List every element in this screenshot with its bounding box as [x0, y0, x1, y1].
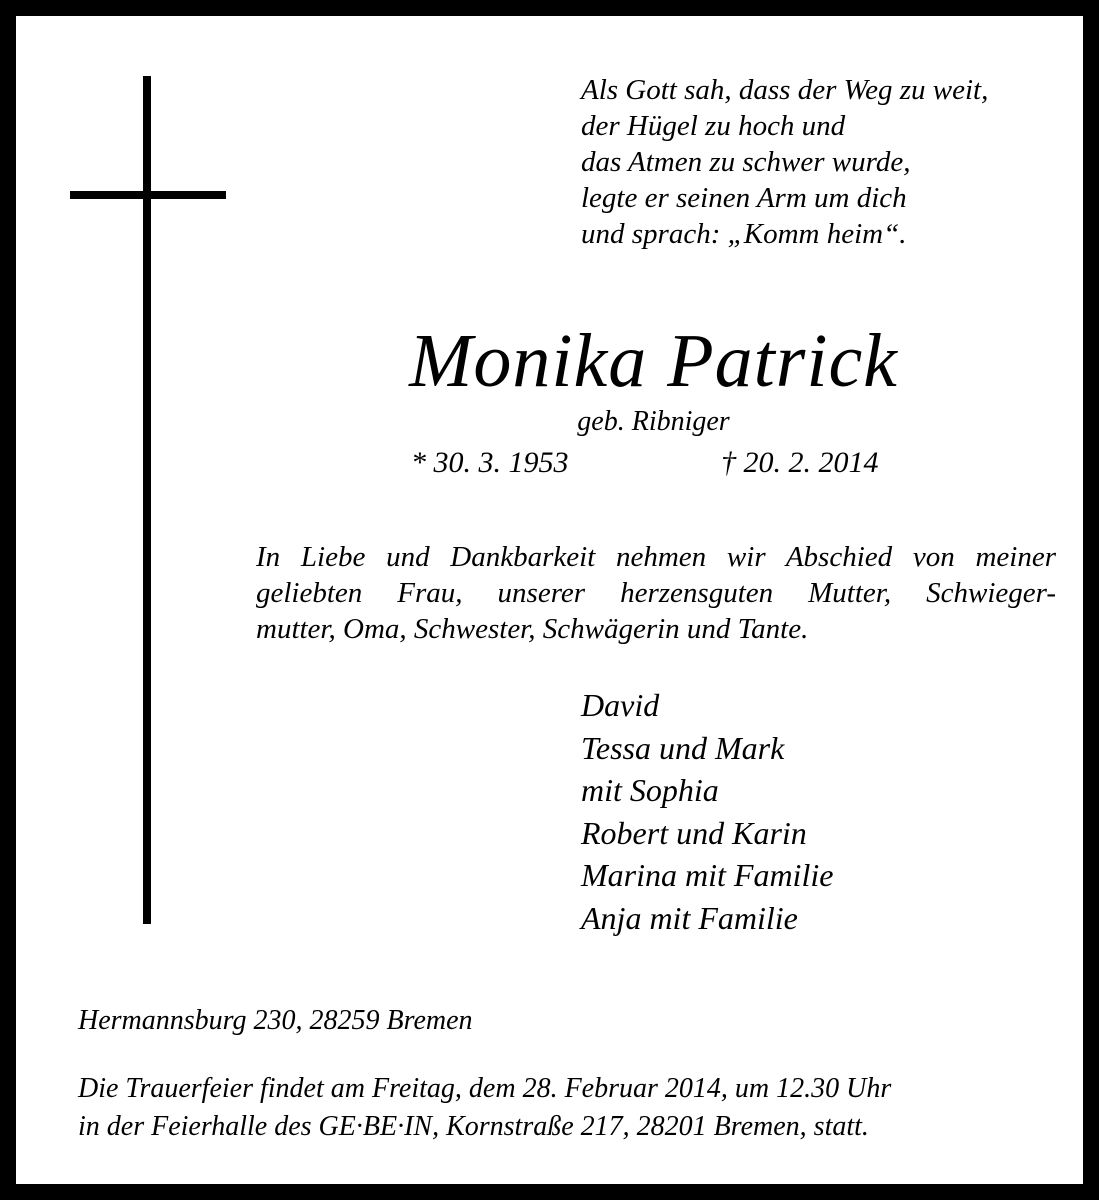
farewell-text [256, 539, 1056, 647]
cross-icon [143, 76, 151, 924]
mourners-list [581, 684, 833, 939]
farewell-line: In Liebe und Dankbarkeit nehmen wir Abschied von meiner [256, 541, 1056, 573]
mourner-name: David [581, 687, 660, 723]
mourner-name: Marina mit Familie [581, 857, 834, 893]
poem-line: das Atmen zu schwer wurde, [581, 146, 911, 178]
poem-line: legte er seinen Arm um dich [581, 182, 907, 214]
cross-bar [70, 191, 226, 199]
poem-line: der Hügel zu hoch und [581, 110, 846, 142]
farewell-line: mutter, Oma, Schwester, Schwägerin und Tante. [256, 613, 809, 645]
death-date: † 20. 2. 2014 [721, 446, 879, 479]
family-address: Hermannsburg 230, 28259 Bremen [78, 1005, 473, 1036]
ceremony-line: Die Trauerfeier findet am Freitag, dem 28. Februar 2014, um 12.30 Uhr [78, 1073, 892, 1104]
mourner-name: Tessa und Mark [581, 729, 785, 766]
mourner-name: Robert und Karin [581, 814, 807, 851]
poem [581, 72, 1081, 252]
ceremony-notice [78, 1070, 1058, 1146]
deceased-name: Monika Patrick [409, 319, 898, 403]
ceremony-line: in der Feierhalle des GE·BE·IN, Kornstraße 217, 28201 Bremen, statt. [78, 1111, 869, 1142]
poem-line: und sprach: „Komm heim“. [581, 218, 907, 250]
birth-date: * 30. 3. 1953 [411, 446, 569, 479]
farewell-line: geliebten Frau, unserer herzensguten Mutter, Schwieger- [256, 577, 1056, 609]
birth-name: geb. Ribniger [577, 406, 730, 437]
mourner-name: mit Sophia [581, 772, 719, 808]
poem-line: Als Gott sah, dass der Weg zu weit, [581, 74, 989, 106]
mourner-name: Anja mit Familie [581, 899, 798, 936]
